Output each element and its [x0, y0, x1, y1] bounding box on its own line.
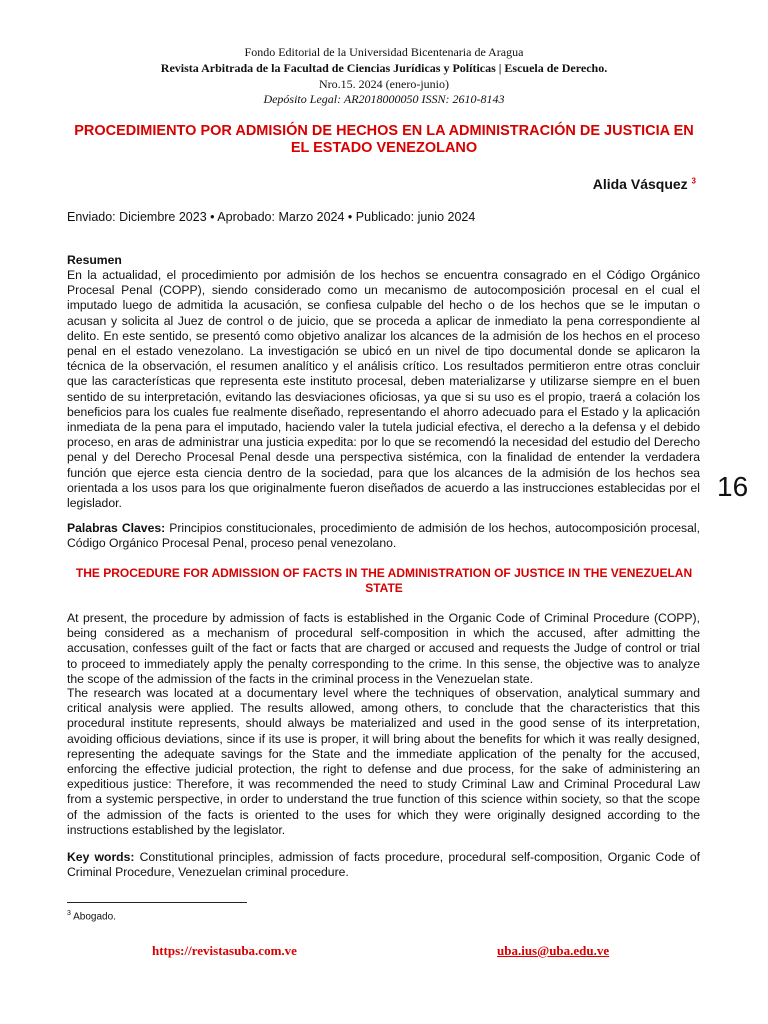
journal-issue-line: Nro.15. 2024 (enero-junio)	[319, 77, 449, 91]
article-title-es: PROCEDIMIENTO POR ADMISIÓN DE HECHOS EN LA ADMINISTRACIÓN DE JUSTICIA EN EL ESTADO VENEZOLANO	[74, 123, 694, 156]
palabras-claves-label: Palabras Claves:	[67, 521, 166, 535]
abstract-paragraph-2: The research was located at a documentary level where the techniques of observation, analytical summary and critical analysis were applied. The results allowed, among others, to conclude that the characteristics that this procedural institute represents, should always be materialized and used in the good sense of its interpretation, avoiding officious deviations, since if its use is proper, it will bring about the benefits for which it was really designed, representing the adequate savings for the State and the immediate application of the penalty for the accused, enforcing the effective judicial protection, the right to defense and due process, for the sake of administering an expeditious justice: Therefore, it was recommended the need to study Criminal Law and Criminal Procedural Law from a systemic perspective, in order to understand the true function of this science within society, so that the scope of the admission of the facts is oriented to the uses for which they were originally designed according to the instructions established by the legislator.	[67, 686, 700, 837]
author-footnote-mark: 3	[691, 176, 696, 186]
website-link[interactable]: https://revistasuba.com.ve	[152, 943, 297, 958]
palabras-claves	[67, 521, 700, 551]
submission-dates: Enviado: Diciembre 2023 • Aprobado: Marzo 2024 • Publicado: junio 2024	[67, 210, 476, 224]
author-name	[593, 176, 696, 192]
footnote-mark: 3	[67, 910, 71, 917]
abstract-paragraph-1: At present, the procedure by admission of facts is established in the Organic Code of Criminal Procedure (COPP), being considered as a mechanism of procedural self-composition in which the accused, after admitting the accusation, confesses guilt of the fact or facts that are charged or accused and requests the Judge of control or trial to proceed to immediately apply the penalty corresponding to the crime. In this sense, the objective was to analyze the scope of the admission of the facts in the criminal process in the Venezuelan state.	[67, 611, 700, 686]
key-words	[67, 850, 700, 880]
key-words-label: Key words:	[67, 850, 135, 864]
page-number: 16	[717, 471, 749, 502]
article-title-en: THE PROCEDURE FOR ADMISSION OF FACTS IN THE ADMINISTRATION OF JUSTICE IN THE VENEZUELAN STATE	[75, 566, 693, 595]
journal-publisher-line: Fondo Editorial de la Universidad Bicentenaria de Aragua	[244, 45, 524, 59]
footnote	[67, 910, 116, 922]
journal-title-line: Revista Arbitrada de la Facultad de Ciencias Jurídicas y Políticas | Escuela de Derecho.	[160, 61, 608, 75]
resumen-body: En la actualidad, el procedimiento por admisión de los hechos se encuentra consagrado en el Código Orgánico Procesal Penal (COPP), siendo considerado como un mecanismo de autocomposición procesal en el cual el imputado luego de admitida la acusación, se confiesa culpable del hecho o de los hechos que se le imputan o acusan y solicita al Juez de control o de juicio, que se proceda a aplicar de inmediato la pena correspondiente al delito. En este sentido, se presentó como objetivo analizar los alcances de la admisión de los hechos en el proceso penal en el estado venezolano. La investigación se ubicó en un nivel de tipo documental donde se aplicaron la técnica de la observación, el resumen analítico y el análisis crítico. Los resultados permitieron entre otras concluir que las características que representa este instituto procesal, deben materializarse y utilizarse siempre en el buen sentido de su interpretación, evitando las desviaciones oficiosas, ya que si su uso es el propio, traerá a colación los beneficios para los cuales fue realmente diseñado, representando el ahorro adecuado para el Estado y la aplicación inmediata de la pena para el imputado, haciendo valer la tutela judicial efectiva, el derecho a la defensa y el debido proceso, en aras de administrar una justicia expedita: por lo que se recomendó la necesidad del estudio del Derecho penal y del Derecho Procesal Penal desde una perspectiva sistémica, con la finalidad de entender la verdadera función que ejerce esta ciencia dentro de la sociedad, para que los alcances de la admisión de los hechos sea orientada a los usos para los que originalmente fueron diseñados de acuerdo a las instrucciones establecidas por el legislador.	[67, 268, 700, 511]
footnote-text: Abogado.	[70, 911, 116, 923]
footnote-divider	[67, 902, 247, 903]
email-link[interactable]: uba.ius@uba.edu.ve	[497, 943, 610, 958]
journal-legal-line: Depósito Legal: AR2018000050 ISSN: 2610-8143	[263, 92, 505, 106]
author-name-text: Alida Vásquez	[592, 176, 692, 192]
key-words-text: Constitutional principles, admission of facts procedure, procedural self-composition, Organic Code of Criminal Procedure, Venezuelan criminal procedure.	[67, 850, 700, 880]
resumen-heading: Resumen	[67, 253, 122, 267]
palabras-claves-text: Principios constitucionales, procedimiento de admisión de los hechos, autocomposición procesal, Código Orgánico Procesal Penal, proceso penal venezolano.	[67, 521, 700, 551]
